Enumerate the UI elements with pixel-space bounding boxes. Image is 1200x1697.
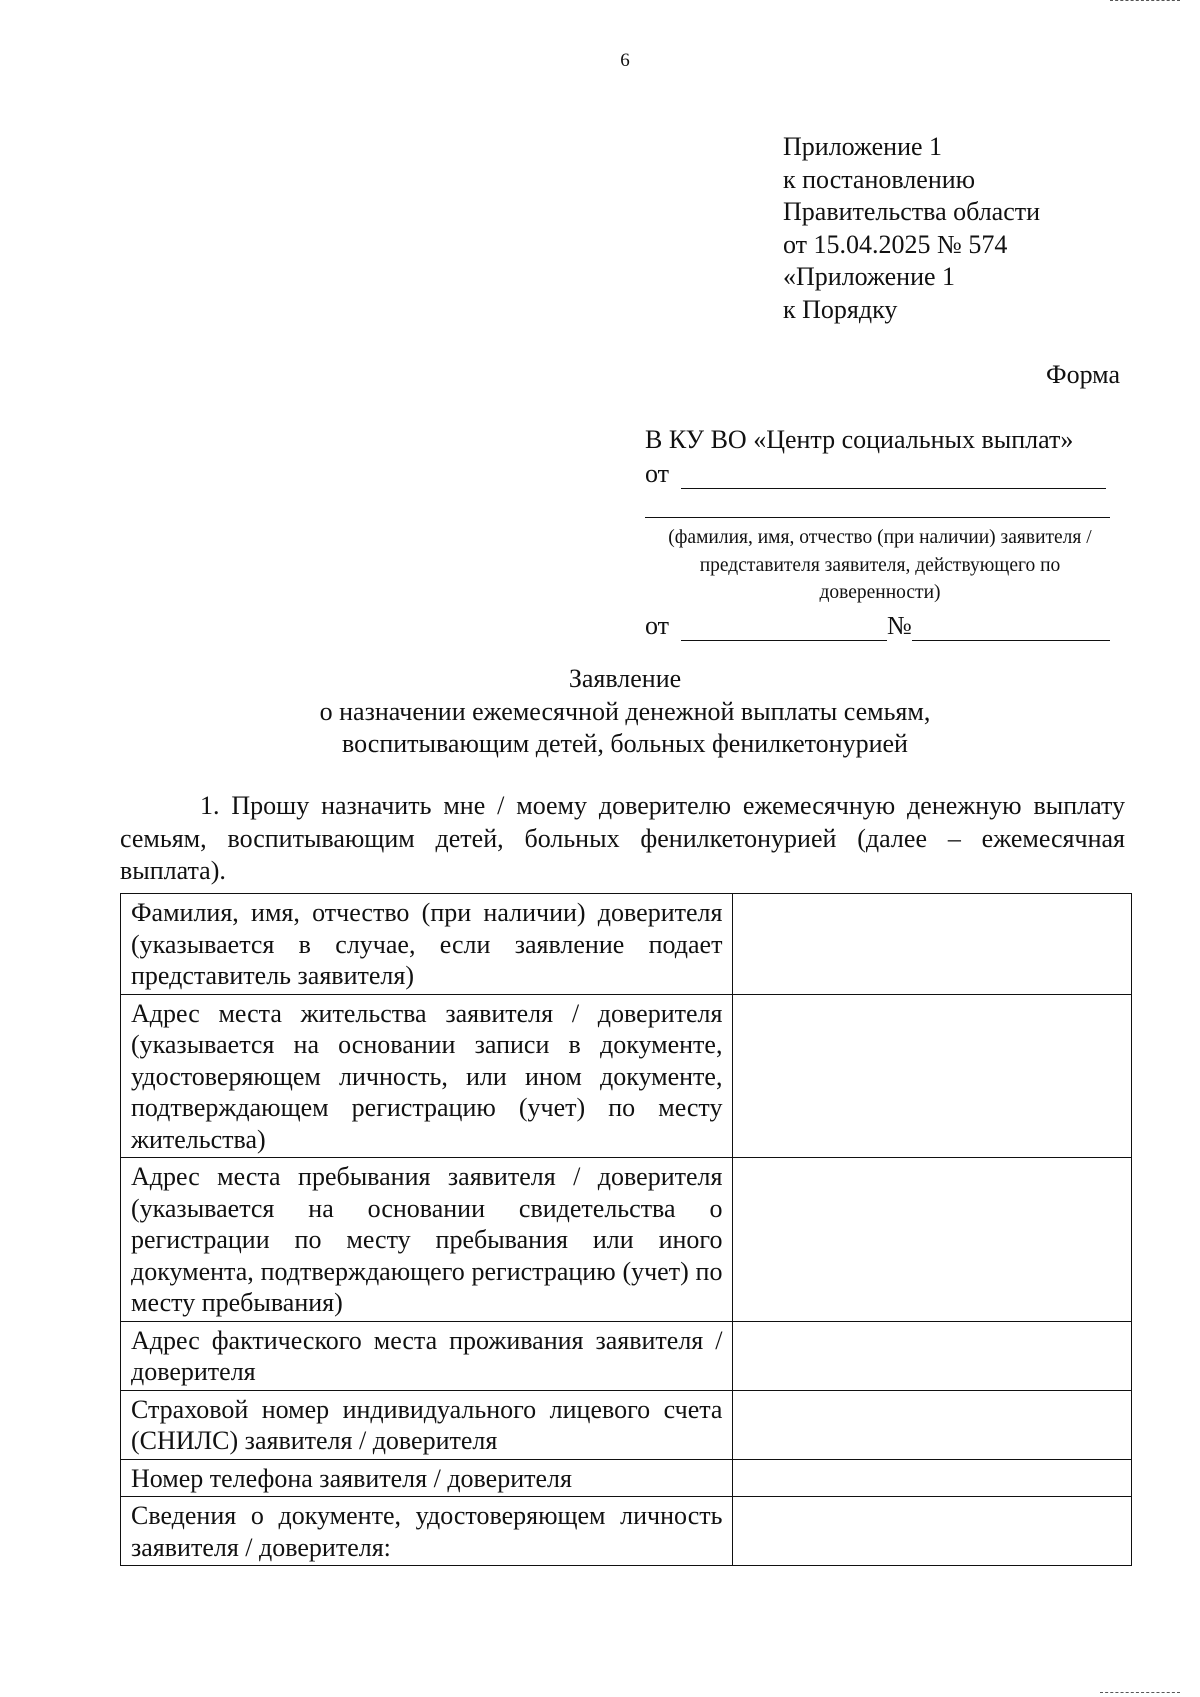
row-value-field[interactable] bbox=[733, 994, 1132, 1158]
row-label: Номер телефона заявителя / доверителя bbox=[121, 1459, 733, 1497]
attorney-date-field[interactable] bbox=[681, 614, 887, 641]
appendix-line: Правительства области bbox=[783, 197, 1041, 226]
table-row bbox=[121, 1321, 1132, 1390]
date-label: от bbox=[645, 610, 670, 640]
row-value-field[interactable] bbox=[733, 1497, 1132, 1566]
applicant-name-field[interactable] bbox=[681, 462, 1106, 489]
table-row bbox=[121, 994, 1132, 1158]
from-label: от bbox=[645, 459, 670, 488]
applicant-name-row bbox=[645, 457, 1115, 489]
appendix-line: «Приложение 1 bbox=[783, 262, 956, 291]
applicant-name-field-continued[interactable] bbox=[645, 489, 1110, 518]
document-title-line: Заявление bbox=[568, 664, 682, 693]
row-value-field[interactable] bbox=[733, 1158, 1132, 1322]
table-row bbox=[121, 1497, 1132, 1566]
appendix-line: к постановлению bbox=[783, 164, 976, 194]
row-label: Сведения о документе, удостоверяющем личность заявителя / доверителя: bbox=[121, 1497, 733, 1566]
row-label: Страховой номер индивидуального лицевого счета (СНИЛС) заявителя / доверителя bbox=[121, 1390, 733, 1459]
form-label: Форма bbox=[1046, 360, 1120, 389]
recipient-title: В КУ ВО «Центр социальных выплат» bbox=[645, 425, 1074, 454]
recipient-block bbox=[645, 425, 1115, 641]
row-value-field[interactable] bbox=[733, 1390, 1132, 1459]
document-title-line: о назначении ежемесячной денежной выплаты семьям, bbox=[319, 696, 931, 726]
row-value-field[interactable] bbox=[733, 894, 1132, 995]
row-value-field[interactable] bbox=[733, 1321, 1132, 1390]
table-row bbox=[121, 894, 1132, 995]
scan-edge-mark-top bbox=[1110, 0, 1180, 4]
attorney-number-field[interactable] bbox=[912, 614, 1110, 641]
row-label: Фамилия, имя, отчество (при наличии) доверителя (указывается в случае, если заявление подает представитель заявителя) bbox=[121, 894, 733, 995]
power-of-attorney-row bbox=[645, 609, 1115, 641]
table-row bbox=[121, 1390, 1132, 1459]
row-label: Адрес места жительства заявителя / доверителя (указывается на основании записи в документе, удостоверяющем личность, или ином документе, подтверждающем регистрацию (учет) по месту жительства) bbox=[121, 994, 733, 1158]
page-number: 6 bbox=[620, 50, 630, 71]
table-row bbox=[121, 1459, 1132, 1497]
table-row bbox=[121, 1158, 1132, 1322]
number-label: № bbox=[887, 610, 912, 640]
row-label: Адрес места пребывания заявителя / доверителя (указывается на основании свидетельства о регистрации по месту пребывания или иного документа, подтверждающего регистрацию (учет) по месту пребывания) bbox=[121, 1158, 733, 1322]
appendix-header bbox=[783, 131, 1040, 326]
document-title-line: воспитывающим детей, больных фенилкетонурией bbox=[342, 729, 908, 758]
row-value-field[interactable] bbox=[733, 1459, 1132, 1497]
applicant-caption: (фамилия, имя, отчество (при наличии) заявителя / представителя заявителя, действующего по доверенности) bbox=[668, 527, 1092, 603]
scan-edge-mark-bottom bbox=[1100, 1689, 1180, 1693]
applicant-info-table bbox=[120, 893, 1132, 1566]
row-label: Адрес фактического места проживания заявителя / доверителя bbox=[121, 1321, 733, 1390]
document-title bbox=[0, 663, 1200, 761]
intro-paragraph: 1. Прошу назначить мне / моему доверителю ежемесячную денежную выплату семьям, воспитывающим детей, больных фенилкетонурией (далее – ежемесячная выплата). bbox=[120, 791, 1125, 885]
appendix-line: к Порядку bbox=[783, 294, 898, 324]
appendix-line: Приложение 1 bbox=[783, 132, 943, 161]
appendix-line: от 15.04.2025 № 574 bbox=[783, 229, 1008, 259]
